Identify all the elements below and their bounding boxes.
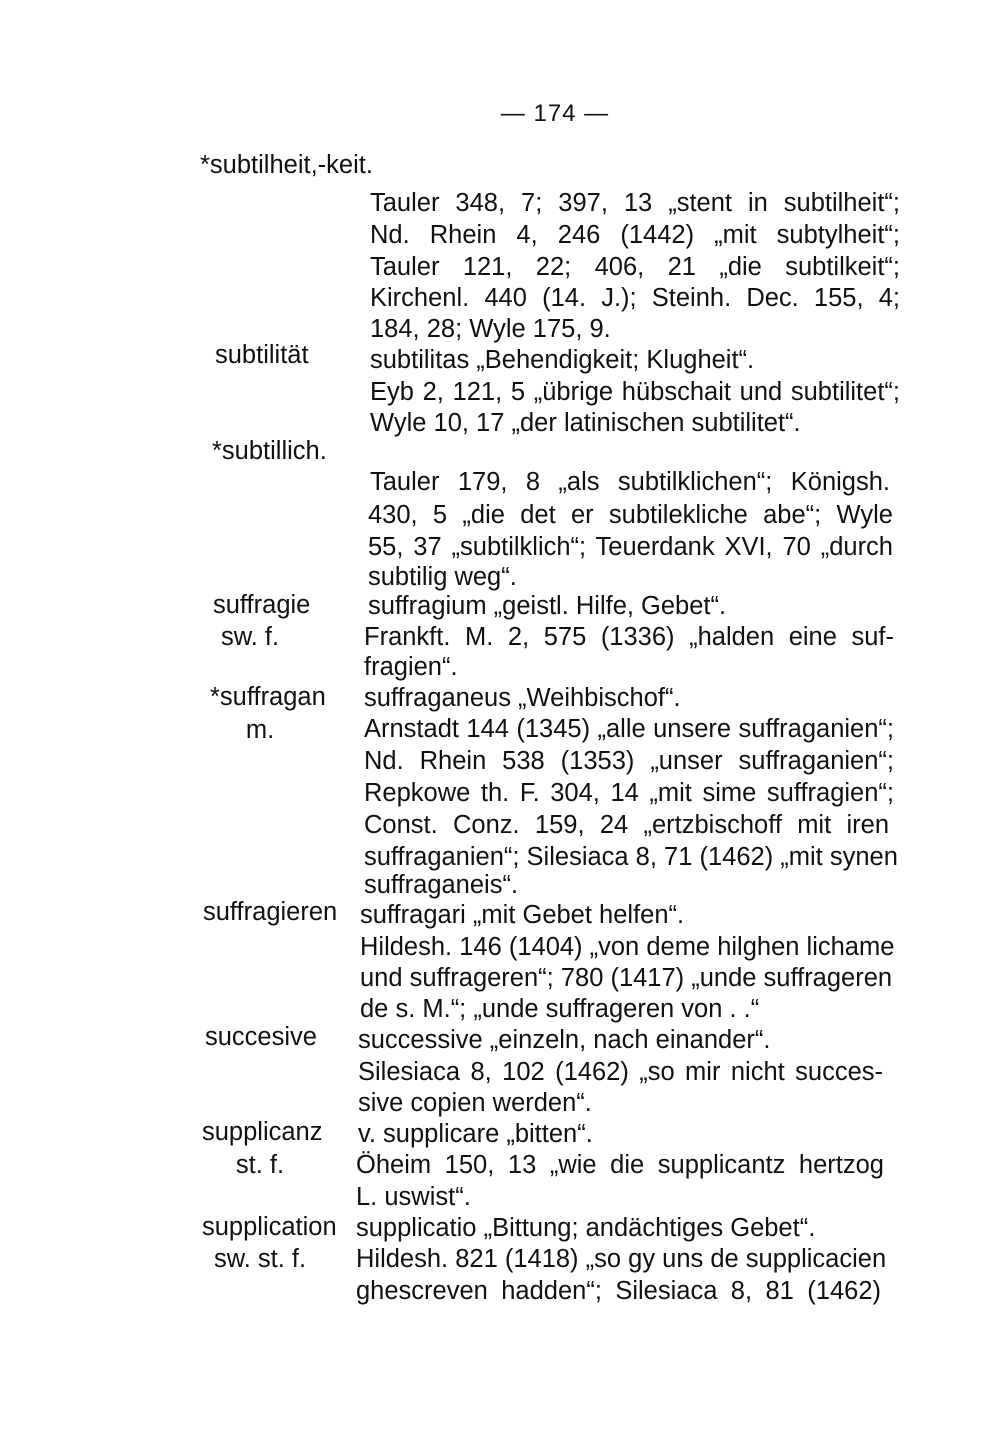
text-line: v. supplicare „bitten“.	[358, 1120, 593, 1148]
text-line: Tauler 348, 7; 397, 13 „stent in subtilheit“;	[370, 189, 900, 217]
text-line: Eyb 2, 121, 5 „übrige hübschait und subtilitet“;	[370, 378, 900, 406]
text-line: Öheim 150, 13 „wie die supplicantz hertzog	[356, 1151, 884, 1179]
text-line: Repkowe th. F. 304, 14 „mit sime suffragien“;	[364, 779, 894, 807]
headword-subtilheit: *subtilheit,-keit.	[200, 151, 373, 179]
text-line: fragien“.	[364, 653, 458, 681]
text-line: subtilitas „Behendigkeit; Klugheit“.	[370, 346, 755, 374]
text-line: suffragium „geistl. Hilfe, Gebet“.	[368, 592, 727, 620]
text-line: suffraganeis“.	[364, 871, 519, 899]
headword-suffragan-grammar: m.	[245, 716, 275, 744]
headword-supplication-grammar: sw. st. f.	[213, 1245, 307, 1273]
text-line: suffraganeus „Weihbischof“.	[364, 684, 681, 712]
text-line: de s. M.“; „unde suffrageren von . .“	[360, 995, 760, 1023]
text-line: subtilig weg“.	[368, 563, 517, 591]
text-line: Hildesh. 146 (1404) „von deme hilghen lichame	[360, 933, 895, 961]
text-line: Nd. Rhein 4, 246 (1442) „mit subtylheit“;	[370, 221, 900, 249]
text-line: 184, 28; Wyle 175, 9.	[370, 315, 611, 343]
text-line: suffragari „mit Gebet helfen“.	[360, 901, 685, 929]
text-line: Tauler 179, 8 „als subtilklichen“; Königsh.	[370, 468, 890, 496]
headword-supplicanz: supplicanz	[202, 1118, 323, 1146]
headword-succesive: succesive	[205, 1023, 317, 1051]
text-line: und suffrageren“; 780 (1417) „unde suffrageren	[360, 964, 893, 992]
headword-suffragieren: suffragieren	[203, 898, 338, 926]
text-line: 55, 37 „subtilklich“; Teuerdank XVI, 70 „durch	[368, 533, 893, 561]
headword-suffragan: *suffragan	[210, 683, 326, 711]
headword-suffragie: suffragie	[213, 591, 311, 619]
text-line: Nd. Rhein 538 (1353) „unser suffraganien“;	[364, 747, 894, 775]
text-line: ghescreven hadden“; Silesiaca 8, 81 (1462)	[356, 1277, 881, 1305]
text-line: Silesiaca 8, 102 (1462) „so mir nicht succes-	[358, 1058, 883, 1086]
text-line: Arnstadt 144 (1345) „alle unsere suffraganien“;	[364, 715, 894, 743]
text-line: suffraganien“; Silesiaca 8, 71 (1462) „mit synen	[364, 843, 898, 871]
text-line: sive copien werden“.	[358, 1089, 592, 1117]
headword-subtilitaet: subtilität	[215, 341, 309, 369]
text-line: Frankft. M. 2, 575 (1336) „halden eine suf-	[364, 623, 894, 651]
page-number: — 174 —	[500, 100, 610, 127]
headword-subtillich: *subtillich.	[212, 437, 327, 465]
headword-supplication: supplication	[202, 1213, 337, 1241]
text-line: successive „einzeln, nach einander“.	[358, 1026, 771, 1054]
text-line: supplicatio „Bittung; andächtiges Gebet“.	[356, 1214, 816, 1242]
headword-suffragie-grammar: sw. f.	[220, 623, 280, 651]
text-line: Kirchenl. 440 (14. J.); Steinh. Dec. 155, 4;	[370, 284, 900, 312]
text-line: Const. Conz. 159, 24 „ertzbischoff mit iren	[364, 811, 889, 839]
text-line: Hildesh. 821 (1418) „so gy uns de supplicacien	[356, 1245, 887, 1273]
text-line: L. uswist“.	[356, 1183, 471, 1211]
text-line: Wyle 10, 17 „der latinischen subtilitet“.	[370, 409, 801, 437]
text-line: Tauler 121, 22; 406, 21 „die subtilkeit“;	[370, 253, 900, 281]
headword-supplicanz-grammar: st. f.	[235, 1151, 285, 1179]
text-line: 430, 5 „die det er subtilekliche abe“; Wyle	[368, 501, 893, 529]
